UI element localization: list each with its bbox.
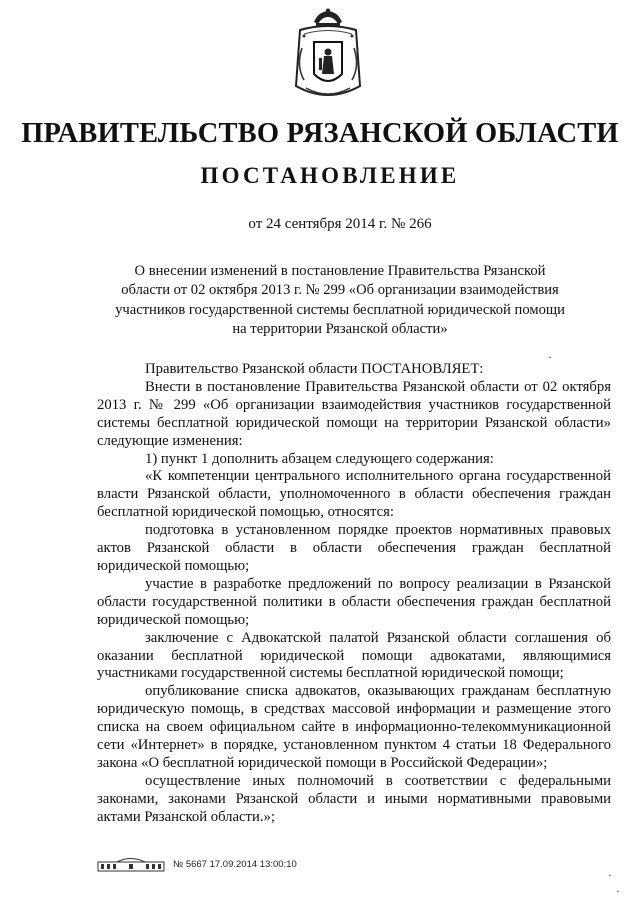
scan-speck: · <box>548 350 552 364</box>
document-subject: О внесении изменений в постановление Правительства Рязанской области от 02 октября 2013 г. № 299 «Об организации взаимодействия участников государственной системы бесплатной юридической помощи на территории Рязанской области» <box>115 263 565 338</box>
body-paragraph: Внести в постановление Правительства Рязанской области от 02 октября 2013 г. № 299 «Об организации взаимодействия участников государственной системы бесплатной юридической помощи на территории Рязанской области» следующие изменения: <box>97 378 611 449</box>
body-paragraph: осуществление иных полномочий в соответствии с федеральными законами, законами Рязанской области и иными нормативными правовыми актами Рязанской области.»; <box>97 772 611 825</box>
body-paragraph: подготовка в установленном порядке проектов нормативных правовых актов Рязанской области в области обеспечения граждан бесплатной юридической помощью; <box>97 522 611 574</box>
body-paragraph: опубликование списка адвокатов, оказывающих гражданам бесплатную юридическую помощь, в средствах массовой информации и размещение этого списка на своем официальном сайте в информационно-телекоммуникационной сети «Интернет» в порядке, установленном пунктом 4 статьи 18 Федерального закона «О бесплатной юридической помощи в Российской Федерации»; <box>97 683 611 771</box>
registration-number: № 5667 17.09.2014 13:00:10 <box>173 858 297 870</box>
registration-footer <box>97 855 297 873</box>
document-date-number: от 24 сентября 2014 г. № 266 <box>248 216 432 232</box>
organization-title: ПРАВИТЕЛЬСТВО РЯЗАНСКОЙ ОБЛАСТИ <box>21 118 619 149</box>
document-type: ПОСТАНОВЛЕНИЕ <box>200 163 460 188</box>
scan-speck: · <box>616 884 620 898</box>
building-stamp-icon <box>97 856 165 872</box>
body-paragraph: «К компетенции центрального исполнительного органа государственной власти Рязанской области, уполномоченного в области обеспечения граждан бесплатной юридической помощью, относятся: <box>97 468 611 521</box>
body-paragraph: Правительство Рязанской области ПОСТАНОВЛЯЕТ: <box>145 361 484 377</box>
body-paragraph: участие в разработке предложений по вопросу реализации в Рязанской области государственной политики в области обеспечения граждан бесплатной юридической помощью; <box>97 575 611 628</box>
document-body <box>97 361 611 827</box>
body-paragraph: 1) пункт 1 дополнить абзацем следующего содержания: <box>145 450 494 467</box>
coat-of-arms-icon <box>286 8 370 108</box>
scan-speck: · <box>608 868 612 882</box>
body-paragraph: заключение с Адвокатской палатой Рязанской области соглашения об оказании бесплатной юридической помощи адвокатами, являющимися участниками государственной системы бесплатной юридической помощи; <box>97 629 611 682</box>
